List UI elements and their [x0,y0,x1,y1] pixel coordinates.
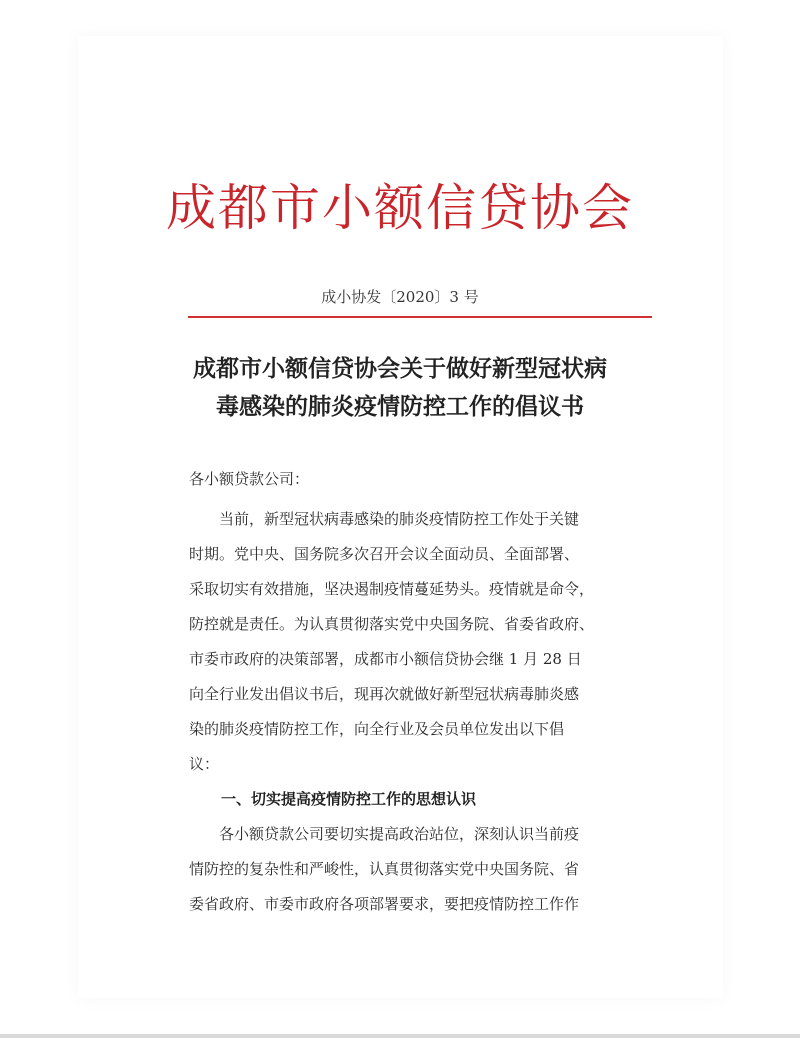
letter-body [189,502,629,922]
paragraph-1-line: 当前，新型冠状病毒感染的肺炎疫情防控工作处于关键 [219,510,580,528]
headline-line-2: 毒感染的肺炎疫情防控工作的倡议书 [216,394,584,420]
document-number: 成小协发〔2020〕3 号 [321,288,479,306]
organization-title: 成都市小额信贷协会 [166,179,634,237]
paragraph-2-line: 情防控的复杂性和严峻性，认真贯彻落实党中央国务院、省 [189,860,580,878]
paragraph-1-line: 时期。党中央、国务院多次召开会议全面动员、全面部署、 [189,545,580,563]
paragraph-1-line: 染的肺炎疫情防控工作，向全行业及会员单位发出以下倡 [189,720,565,738]
paragraph-2-line: 各小额贷款公司要切实提高政治站位，深刻认识当前疫 [219,825,580,843]
headline-line-1: 成都市小额信贷协会关于做好新型冠状病 [193,356,607,382]
paragraph-1-line: 市委市政府的决策部署，成都市小额信贷协会继 1 月 28 日 [189,650,582,668]
paragraph-1-line: 议： [189,755,220,773]
paragraph-1-line: 向全行业发出倡议书后，现再次就做好新型冠状病毒肺炎感 [189,685,580,703]
salutation: 各小额贷款公司： [189,470,310,488]
section-1-heading: 一、切实提高疫情防控工作的思想认识 [221,790,477,808]
paragraph-1-line: 采取切实有效措施，坚决遏制疫情蔓延势头。疫情就是命令， [189,580,595,598]
paragraph-2-line: 委省政府、市委市政府各项部署要求，要把疫情防控工作作 [189,895,580,913]
document-headline [0,350,800,426]
red-divider [188,316,652,318]
window-bottom-edge [0,1034,800,1038]
paragraph-1-line: 防控就是责任。为认真贯彻落实党中央国务院、省委省政府、 [189,615,595,633]
